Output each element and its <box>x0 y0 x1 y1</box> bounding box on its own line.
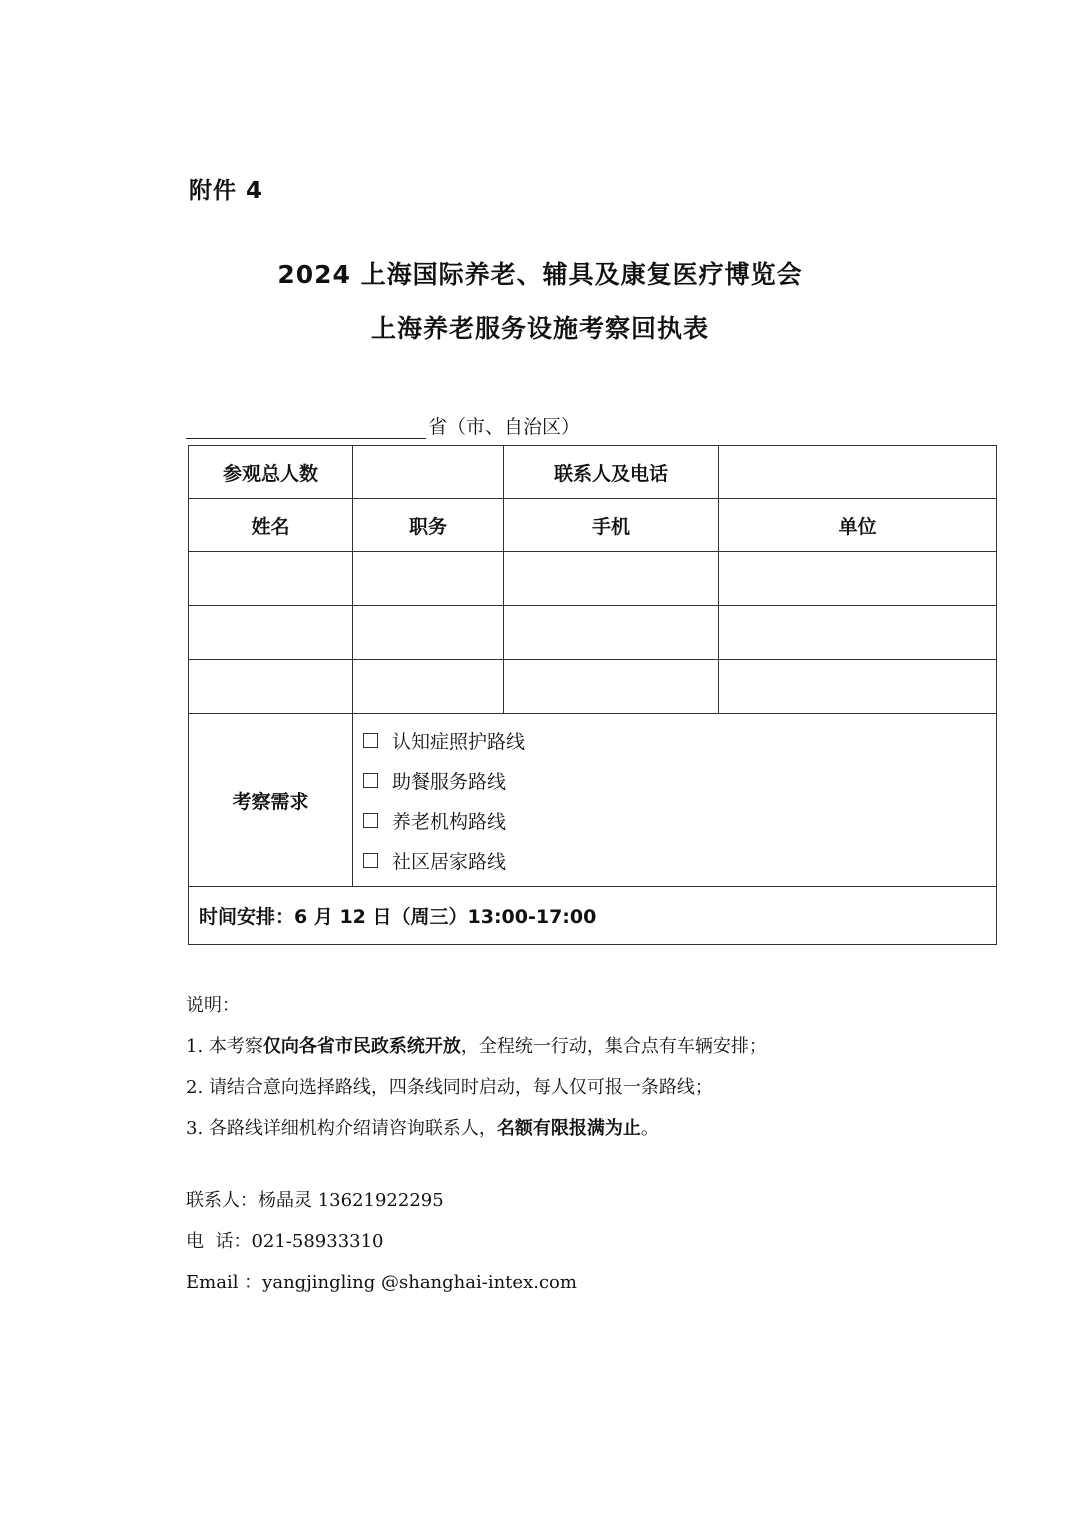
organization-cell[interactable] <box>719 552 997 606</box>
route-label: 养老机构路线 <box>392 810 507 833</box>
organization-cell[interactable] <box>719 606 997 660</box>
document-title-line2: 上海养老服务设施考察回执表 <box>370 314 709 343</box>
header-position: 职务 <box>353 499 504 552</box>
route-option-elderly-institution[interactable] <box>363 800 996 840</box>
route-label: 认知症照护路线 <box>392 730 526 753</box>
checkbox-icon[interactable] <box>363 733 378 748</box>
note-item-3: 3. 各路线详细机构介绍请咨询联系人，名额有限报满为止。 <box>186 1118 659 1139</box>
note-item-1: 1. 本考察仅向各省市民政系统开放，全程统一行动，集合点有车辆安排； <box>186 1036 767 1057</box>
receipt-form-table <box>188 445 997 945</box>
region-suffix: 省（市、自治区） <box>428 416 581 438</box>
route-option-community-home[interactable] <box>363 840 996 880</box>
organization-cell[interactable] <box>719 660 997 714</box>
visit-needs-row <box>189 714 997 887</box>
route-options <box>353 714 997 887</box>
name-cell[interactable] <box>189 660 353 714</box>
total-visitors-label: 参观总人数 <box>189 446 353 499</box>
route-label: 社区居家路线 <box>392 850 507 873</box>
document-title-line1: 2024 上海国际养老、辅具及康复医疗博览会 <box>277 260 803 289</box>
visit-needs-label: 考察需求 <box>189 714 353 887</box>
table-row <box>189 660 997 714</box>
checkbox-icon[interactable] <box>363 773 378 788</box>
contact-phone: 电 话：021-58933310 <box>186 1231 384 1252</box>
contact-person: 联系人：杨晶灵 13621922295 <box>186 1190 444 1211</box>
table-row <box>189 606 997 660</box>
total-visitors-field[interactable] <box>353 446 504 499</box>
note-item-2: 2. 请结合意向选择路线，四条线同时启动，每人仅可报一条路线； <box>186 1077 713 1098</box>
position-cell[interactable] <box>353 660 504 714</box>
position-cell[interactable] <box>353 552 504 606</box>
schedule-text: 时间安排：6 月 12 日（周三）13:00-17:00 <box>189 887 997 945</box>
position-cell[interactable] <box>353 606 504 660</box>
notes-heading: 说明： <box>186 995 240 1016</box>
region-input-blank[interactable] <box>186 416 426 439</box>
summary-row <box>189 446 997 499</box>
route-label: 助餐服务路线 <box>392 770 507 793</box>
header-name: 姓名 <box>189 499 353 552</box>
checkbox-icon[interactable] <box>363 853 378 868</box>
mobile-cell[interactable] <box>504 552 719 606</box>
route-option-dementia-care[interactable] <box>363 720 996 760</box>
route-option-meal-service[interactable] <box>363 760 996 800</box>
header-mobile: 手机 <box>504 499 719 552</box>
region-line <box>186 413 580 439</box>
contact-email: Email ：yangjingling @shanghai-intex.com <box>186 1272 577 1293</box>
header-row <box>189 499 997 552</box>
name-cell[interactable] <box>189 606 353 660</box>
table-row <box>189 552 997 606</box>
notes-section <box>186 985 886 1149</box>
checkbox-icon[interactable] <box>363 813 378 828</box>
name-cell[interactable] <box>189 552 353 606</box>
contact-label: 联系人及电话 <box>504 446 719 499</box>
mobile-cell[interactable] <box>504 606 719 660</box>
contact-section <box>186 1180 577 1303</box>
attachment-label: 附件 4 <box>189 178 264 204</box>
schedule-row <box>189 887 997 945</box>
header-organization: 单位 <box>719 499 997 552</box>
mobile-cell[interactable] <box>504 660 719 714</box>
contact-field[interactable] <box>719 446 997 499</box>
